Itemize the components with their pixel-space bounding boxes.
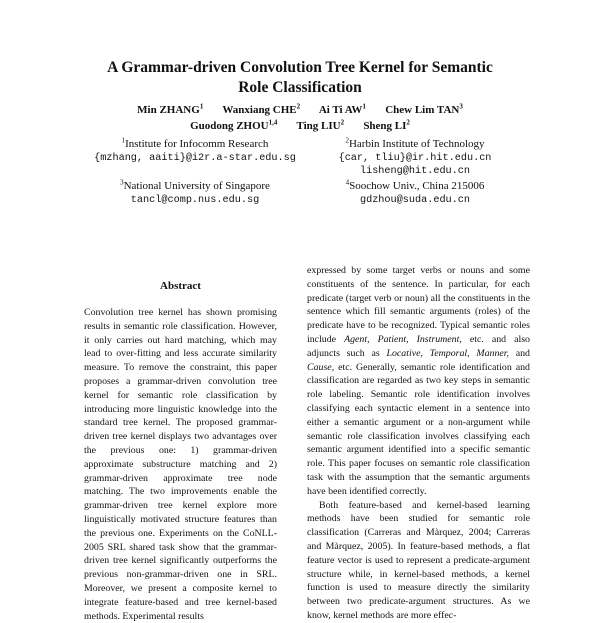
intro-paragraph-2: Both feature-based and kernel-based learning methods have been studied for semantic role classification (Carreras and Màrquez, 2004; Carreras and Màrquez, 2005). In feature-based methods, a flat feature vector is used to represent a predicate-argument structure while, in kernel-based methods, a kernel function is used to measure directly the similarity between two predicate-argument structures. As we know, kernel methods are more effec- — [307, 499, 530, 621]
affiliation-sup: 2 — [345, 136, 349, 145]
author-name: Ai Ti AW — [318, 104, 363, 116]
italic-run: Agent, Patient, Instrument, — [344, 333, 462, 345]
affiliation-email: {car, tliu}@ir.hit.edu.cn — [338, 152, 492, 164]
affiliation-email: tancl@comp.nus.edu.sg — [130, 194, 260, 206]
author-name: Wanxiang CHE — [222, 104, 297, 116]
author-line-1 — [80, 102, 520, 118]
affiliation-sup: 4 — [345, 178, 350, 187]
author-name: Guodong ZHOU — [190, 120, 269, 132]
affiliation-1 — [70, 138, 320, 165]
abstract-text: Convolution tree kernel has shown promising results in semantic role classification. However, it only carries out hard matching, which may lead to over-fitting and less accurate similarity measure. To remove the constraint, this paper proposes a grammar-driven convolution tree kernel for semantic role classification by introducing more linguistic knowledge into the standard tree kernel. The proposed grammar-driven tree kernel displays two advantages over the previous one: 1) grammar-driven approximate substructure matching and 2) grammar-driven approximate tree node matching. The two improvements enable the grammar-driven tree kernel explore more linguistically motivated structure features than the previous one. Experiments on the CoNLL-2005 SRL shared task show that the grammar-driven tree kernel significantly outperforms the previous non-grammar-driven one in SRL. Moreover, we present a composite kernel to integrate feature-based and tree kernel-based methods. Experimental results — [84, 307, 277, 622]
text-run: expressed by some target verbs or nouns and some constituents of the sentence. In particular, for each predicate (target verb or noun) all the constituents in the sentence which fill semantic arguments (roles) of the predicate have to be recognized. Typical semantic roles include — [307, 265, 530, 345]
author-block — [80, 102, 520, 134]
paper-title: A Grammar-driven Convolution Tree Kernel for Semantic Role Classification — [107, 59, 493, 96]
affiliation-institution: Harbin Institute of Technology — [348, 138, 485, 150]
author-name: Ting LIU — [296, 120, 341, 132]
text-run: etc. Generally, semantic role identification and classification are regarded as two key steps in semantic role labeling. Semantic role identification involves classifying each syntactic element in a sentence into either a semantic argument or a non-argument while semantic role classification involves classifying each semantic argument identified into a specific semantic role. This paper focuses on semantic role classification task with the assumption that the semantic arguments have been identified correctly. — [307, 361, 530, 497]
abstract-heading: Abstract — [160, 280, 201, 292]
affiliation-email-2: lisheng@hit.edu.cn — [359, 166, 471, 177]
author-sup: 2 — [340, 118, 345, 127]
affiliation-institution: Soochow Univ., China 215006 — [349, 180, 485, 192]
affiliation-2 — [290, 138, 540, 179]
author-sup: 1 — [199, 102, 204, 111]
author-name: Min ZHANG — [137, 104, 200, 116]
author-sup: 2 — [406, 118, 410, 127]
italic-run: Locative, Temporal, Manner, — [386, 347, 509, 359]
affiliation-3 — [70, 180, 320, 207]
author-line-2 — [80, 118, 520, 134]
affiliation-4 — [290, 180, 540, 207]
affiliation-email: gdzhou@suda.edu.cn — [359, 194, 471, 206]
author-sup: 3 — [459, 102, 463, 111]
italic-run: Cause, — [307, 361, 335, 373]
affiliation-sup: 1 — [121, 136, 126, 145]
author-sup: 1,4 — [268, 118, 278, 127]
author-name: Sheng LI — [363, 120, 407, 132]
text-run: etc. and also adjuncts such as — [307, 333, 530, 359]
affiliation-institution: National University of Singapore — [123, 180, 270, 192]
intro-column — [307, 264, 530, 623]
author-name: Chew Lim TAN — [385, 104, 460, 116]
affiliation-email: {mzhang, aaiti}@i2r.a-star.edu.sg — [94, 152, 296, 164]
affiliation-sup: 3 — [120, 178, 124, 187]
author-sup: 1 — [362, 102, 366, 111]
affiliation-institution: Institute for Infocomm Research — [125, 138, 269, 150]
text-run: and — [509, 347, 530, 359]
abstract-column — [84, 306, 277, 623]
author-sup: 2 — [296, 102, 301, 111]
intro-paragraph-1 — [307, 264, 530, 499]
